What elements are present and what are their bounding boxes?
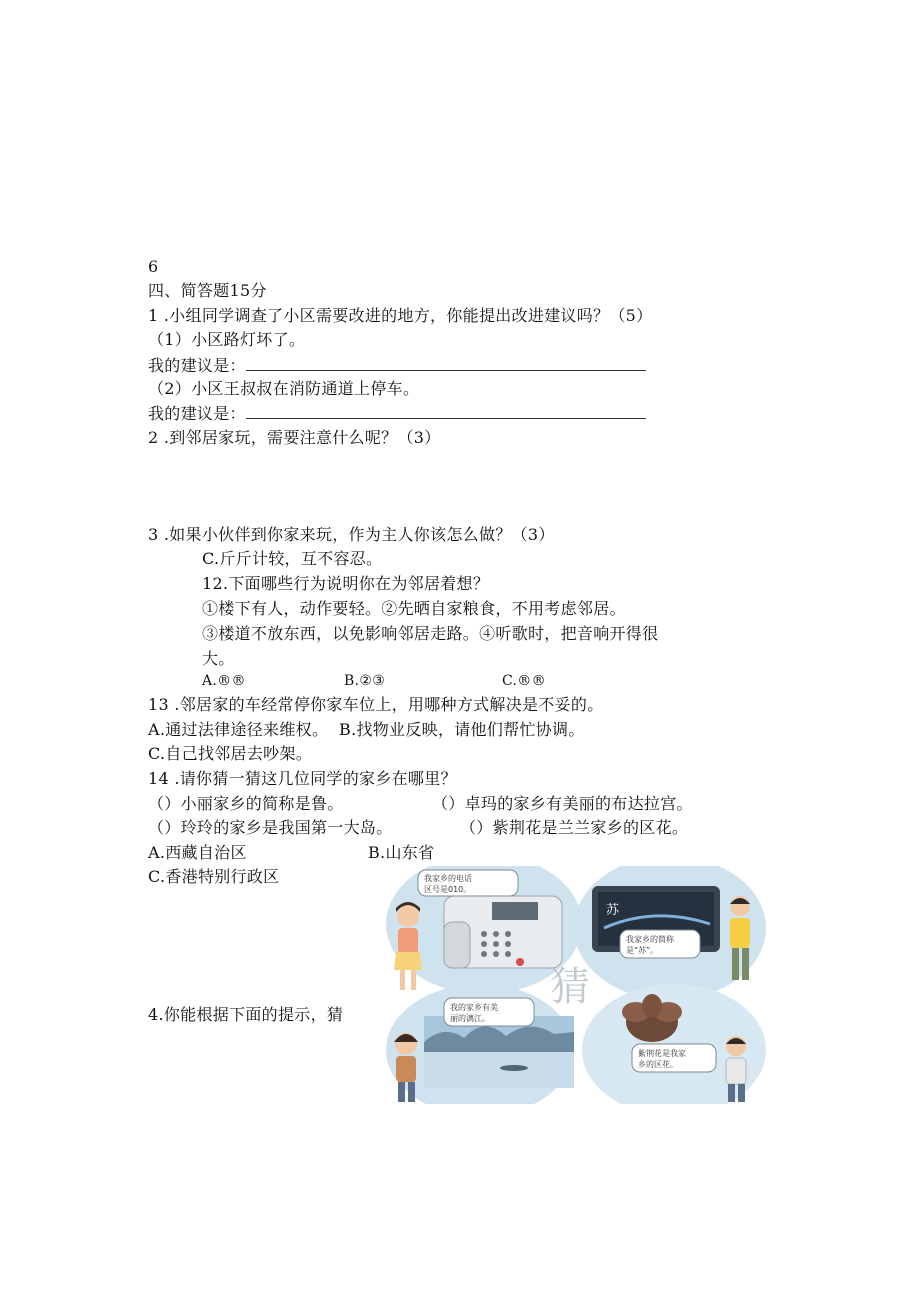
svg-text:丽的漓江。: 丽的漓江。 bbox=[450, 1014, 490, 1023]
answer-blank-2[interactable] bbox=[246, 402, 646, 419]
guess-character: 猜 bbox=[550, 964, 590, 1010]
question-14: 14 .请你猜一猜这几位同学的家乡在哪里？ bbox=[148, 769, 457, 788]
svg-text:乡的区花。: 乡的区花。 bbox=[638, 1060, 678, 1069]
svg-text:苏: 苏 bbox=[606, 903, 620, 918]
question-1-item-1: （1）小区路灯坏了。 bbox=[148, 330, 306, 349]
suggestion-row-2 bbox=[148, 402, 646, 425]
guess-hometown-illustration bbox=[384, 866, 766, 1104]
question-3: 3 .如果小伙伴到你家来玩，作为主人你该怎么做？（3） bbox=[148, 525, 555, 544]
question-2: 2 .到邻居家玩，需要注意什么呢？（3） bbox=[148, 428, 441, 447]
question-12: 12.下面哪些行为说明你在为邻居着想？ bbox=[202, 574, 490, 593]
river-scene bbox=[424, 1016, 574, 1088]
question-14-row-1b: （）卓玛的家乡有美丽的布达拉宫。 bbox=[432, 794, 693, 813]
question-12-option-b: B.②③ bbox=[344, 673, 386, 689]
question-12-line-3: 大。 bbox=[202, 649, 235, 668]
svg-text:紫荆花是我家: 紫荆花是我家 bbox=[638, 1049, 686, 1058]
question-14-row-1a: （）小丽家乡的简称是鲁。 bbox=[148, 794, 344, 813]
svg-text:区号是010。: 区号是010。 bbox=[424, 885, 472, 894]
question-12-option-a: A.®® bbox=[202, 673, 246, 689]
answer-blank-1[interactable] bbox=[246, 354, 646, 371]
svg-text:我家乡的电话: 我家乡的电话 bbox=[424, 874, 472, 883]
page-number: 6 bbox=[148, 257, 159, 276]
question-12-option-c: C.®® bbox=[502, 673, 546, 689]
suggestion-label: 我的建议是： bbox=[148, 404, 246, 423]
question-13-option-c: C.自己找邻居去吵架。 bbox=[148, 744, 313, 763]
question-14-option-c: C.香港特别行政区 bbox=[148, 867, 280, 886]
question-1: 1 .小组同学调查了小区需要改进的地方，你能提出改进建议吗？（5） bbox=[148, 306, 653, 325]
svg-text:是“苏”。: 是“苏”。 bbox=[626, 946, 659, 955]
question-13: 13 .邻居家的车经常停你家车位上，用哪种方式解决是不妥的。 bbox=[148, 695, 604, 714]
section-title: 四、简答题15分 bbox=[148, 281, 267, 300]
question-14-option-b: B.山东省 bbox=[368, 843, 435, 862]
question-14-row-2b: （）紫荆花是兰兰家乡的区花。 bbox=[460, 818, 689, 837]
svg-text:我的家乡有美: 我的家乡有美 bbox=[450, 1003, 498, 1012]
question-1-item-2: （2）小区王叔叔在消防通道上停车。 bbox=[148, 379, 420, 398]
svg-text:我家乡的简称: 我家乡的简称 bbox=[626, 935, 674, 944]
telephone-icon bbox=[444, 896, 562, 968]
question-12-line-1: ①楼下有人，动作要轻。②先晒自家粮食，不用考虑邻居。 bbox=[202, 599, 626, 618]
question-13-options-ab: A.通过法律途径来维权。 B.找物业反映，请他们帮忙协调。 bbox=[148, 720, 585, 739]
question-12-line-2: ③楼道不放东西，以免影响邻居走路。④听歌时，把音响开得很 bbox=[202, 624, 659, 643]
question-4: 4.你能根据下面的提示，猜 bbox=[148, 1005, 344, 1024]
speech-bubble-1 bbox=[418, 870, 518, 896]
leftover-option-c: C.斤斤计较，互不容忍。 bbox=[202, 549, 383, 568]
speech-bubble-2 bbox=[620, 930, 700, 958]
speech-bubble-4 bbox=[632, 1044, 716, 1072]
suggestion-row-1 bbox=[148, 354, 646, 377]
question-14-row-2a: （）玲玲的家乡是我国第一大岛。 bbox=[148, 818, 393, 837]
speech-bubble-3 bbox=[444, 998, 534, 1026]
question-14-option-a: A.西藏自治区 bbox=[148, 843, 247, 862]
suggestion-label: 我的建议是： bbox=[148, 356, 246, 375]
